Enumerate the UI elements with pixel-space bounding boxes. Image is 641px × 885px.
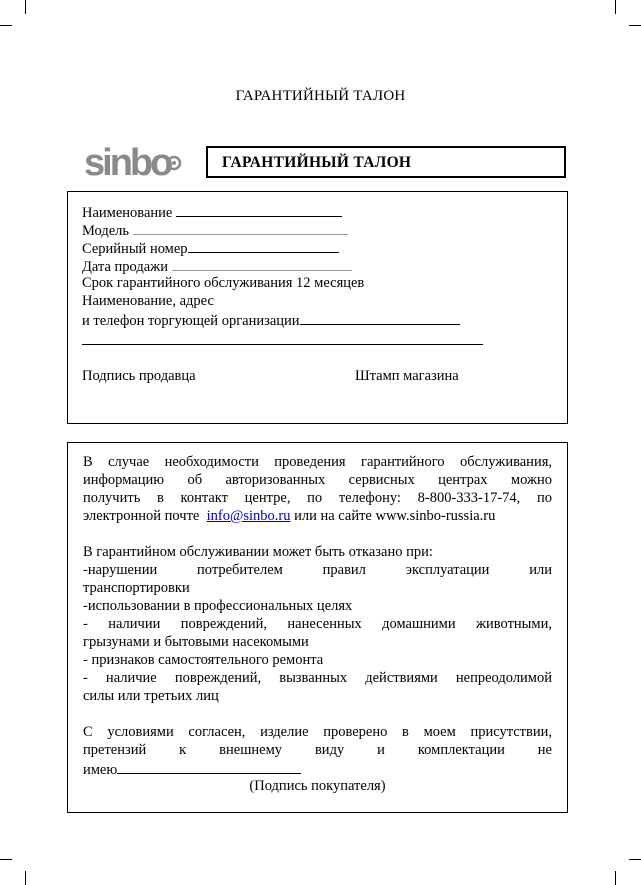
crop-mark-top-left-v <box>25 0 26 14</box>
crop-mark-bottom-right-v <box>615 871 616 885</box>
info-p3-line3 <box>83 759 552 779</box>
field-org-line1: Наименование, адрес <box>82 293 214 309</box>
header-title: ГАРАНТИЙНЫЙ ТАЛОН <box>222 154 412 171</box>
crop-mark-top-right-v <box>615 0 616 14</box>
field-model-label: Модель <box>82 223 130 239</box>
info-p2-line1: -нарушении потребителем правил эксплуатации или <box>83 562 552 578</box>
field-model-blank[interactable] <box>133 220 348 235</box>
crop-mark-bottom-right-h <box>629 859 641 860</box>
field-org-extra-line[interactable] <box>82 344 483 345</box>
field-sale-date-blank[interactable] <box>172 256 352 271</box>
buyer-signature-caption: (Подпись покупателя) <box>249 778 386 794</box>
info-p2-line6: - признаков самостоятельного ремонта <box>83 652 324 668</box>
field-serial-blank[interactable] <box>188 238 339 253</box>
sinbo-logo <box>84 142 188 182</box>
page-title: ГАРАНТИЙНЫЙ ТАЛОН <box>235 88 406 104</box>
info-p1-line4-post: или на сайте www.sinbo-russia.ru <box>294 508 496 524</box>
info-p1-line3: получить в контакт центре, по телефону: 8-800-333-17-74, по <box>83 490 552 506</box>
info-p1-line1: В случае необходимости проведения гарантийного обслуживания, <box>83 454 552 470</box>
field-warranty-term: Срок гарантийного обслуживания 12 месяцев <box>82 275 365 291</box>
warranty-form <box>67 191 568 424</box>
logo-text: sinbo <box>84 142 171 182</box>
field-model <box>82 220 348 240</box>
field-name-blank[interactable] <box>176 202 342 217</box>
info-p3-line1: С условиями согласен, изделие проверено в моем присутствии, <box>83 724 552 740</box>
info-p1-line2: информацию об авторизованных сервисных центрах можно <box>83 472 552 488</box>
field-serial-label: Серийный номер <box>82 241 188 257</box>
info-p3-line3-label: имею <box>83 762 118 778</box>
info-p2-line7: - наличие повреждений, вызванных действиями непреодолимой <box>83 670 552 686</box>
info-p1-line4-pre: электронной почте <box>83 508 200 524</box>
email-link[interactable]: info@sinbo.ru <box>206 508 291 524</box>
field-sale-date-label: Дата продажи <box>82 259 168 275</box>
info-p3-line2: претензий к внешнему виду и комплектации не <box>83 742 552 758</box>
crop-mark-bottom-left-h <box>0 859 12 860</box>
crop-mark-top-left-h <box>0 25 12 26</box>
field-name <box>82 202 342 222</box>
info-p1-line4 <box>83 507 552 525</box>
info-p2-line8: силы или третьих лиц <box>83 688 219 704</box>
shop-stamp: Штамп магазина <box>355 368 459 384</box>
info-p2-line2: транспортировки <box>83 580 190 596</box>
info-p2-line4: - наличии повреждений, нанесенных домашними животными, <box>83 616 552 632</box>
logo-dot-icon <box>172 161 176 165</box>
field-org-label: и телефон торгующей организации <box>82 313 300 329</box>
field-org-blank[interactable] <box>300 310 460 325</box>
crop-mark-bottom-left-v <box>25 871 26 885</box>
field-name-label: Наименование <box>82 205 173 221</box>
crop-mark-top-right-h <box>629 25 641 26</box>
seller-signature: Подпись продавца <box>82 368 196 384</box>
warranty-info <box>67 442 568 813</box>
buyer-signature-blank[interactable] <box>117 759 301 774</box>
header-box <box>206 146 566 178</box>
field-sale-date <box>82 256 352 276</box>
info-p2-line5: грызунами и бытовыми насекомыми <box>83 634 309 650</box>
info-p2-line3: -использовании в профессиональных целях <box>83 598 353 614</box>
info-p2-intro: В гарантийном обслуживании может быть отказано при: <box>83 544 433 560</box>
field-serial <box>82 238 339 258</box>
field-org <box>82 310 460 330</box>
